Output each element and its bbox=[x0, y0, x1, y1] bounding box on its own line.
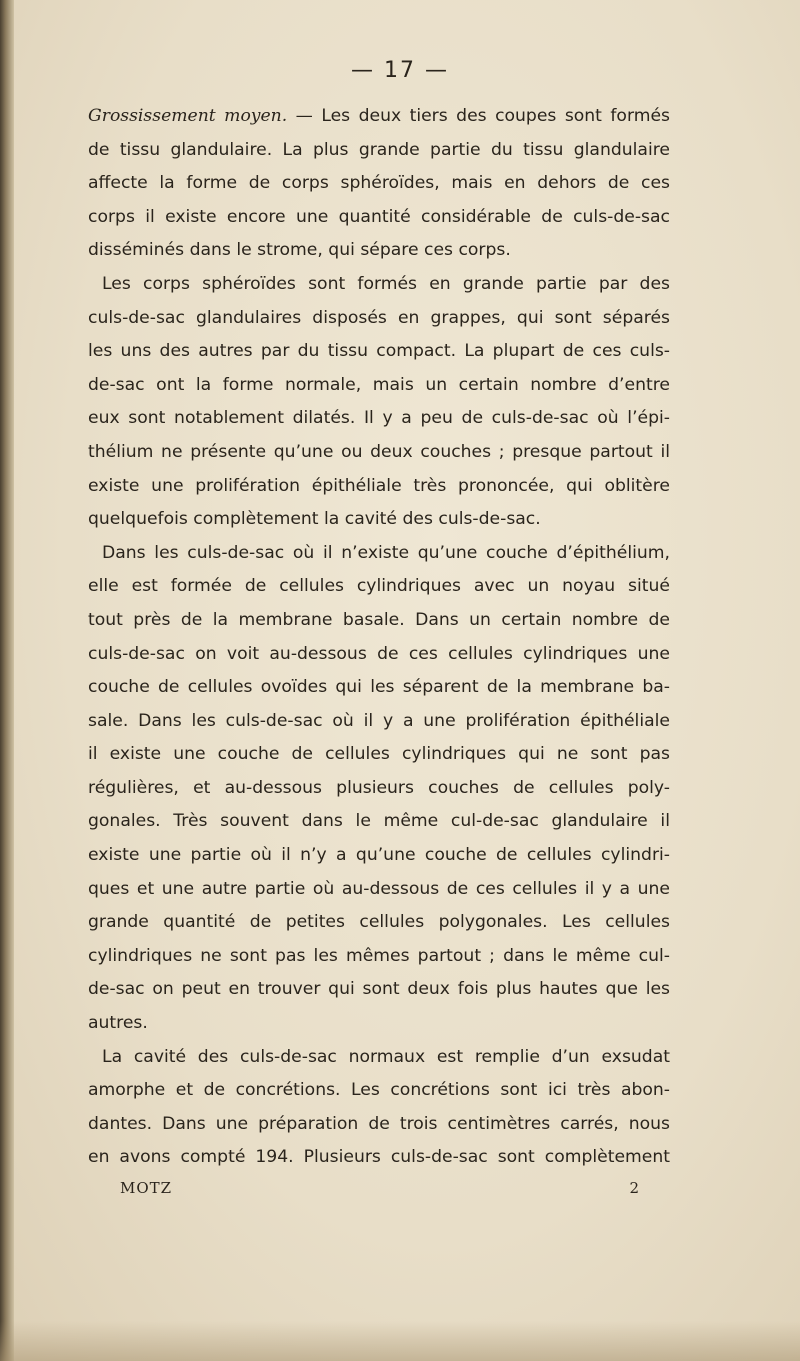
section-heading: Grossissement moyen. bbox=[88, 106, 288, 126]
text-line: existe une prolifération épithéliale très prononcée, qui oblitère bbox=[88, 475, 670, 496]
text-line: eux sont notablement dilatés. Il y a peu de culs-de-sac où l’épi- bbox=[88, 408, 670, 429]
page-binding-edge bbox=[0, 0, 14, 1361]
printer-signature: MOTZ bbox=[120, 1179, 173, 1198]
text-line: Grossissement moyen. — Les deux tiers des coupes sont formés bbox=[88, 106, 670, 126]
text-line: régulières, et au-dessous plusieurs couches de cellules poly- bbox=[88, 777, 670, 798]
text-line: disséminés dans le strome, qui sépare ces corps. bbox=[88, 240, 511, 261]
text-line: les uns des autres par du tissu compact. La plupart de ces culs- bbox=[88, 341, 670, 362]
text-line: quelquefois complètement la cavité des culs-de-sac. bbox=[88, 509, 541, 530]
text-line: corps il existe encore une quantité considérable de culs-de-sac bbox=[88, 206, 670, 227]
text-line: amorphe et de concrétions. Les concrétions sont ici très abon- bbox=[88, 1080, 670, 1101]
text-line: ques et une autre partie où au-dessous de ces cellules il y a une bbox=[88, 878, 670, 899]
text-line: gonales. Très souvent dans le même cul-de-sac glandulaire il bbox=[88, 811, 670, 832]
text-line: de-sac on peut en trouver qui sont deux fois plus hautes que les bbox=[88, 979, 670, 1000]
text-line: de-sac ont la forme normale, mais un certain nombre d’entre bbox=[88, 374, 670, 395]
page-bottom-shadow bbox=[0, 1321, 800, 1361]
text-line: sale. Dans les culs-de-sac où il y a une prolifération épithéliale bbox=[88, 710, 670, 731]
text-line: existe une partie où il n’y a qu’une couche de cellules cylindri- bbox=[88, 845, 670, 866]
text-line: en avons compté 194. Plusieurs culs-de-sac sont complètement bbox=[88, 1147, 670, 1168]
text-line: il existe une couche de cellules cylindriques qui ne sont pas bbox=[88, 744, 670, 765]
page-footer bbox=[120, 1179, 640, 1197]
text-line: cylindriques ne sont pas les mêmes partout ; dans le même cul- bbox=[88, 945, 670, 966]
text-line: affecte la forme de corps sphéroïdes, mais en dehors de ces bbox=[88, 173, 670, 194]
text-line: culs-de-sac on voit au-dessous de ces cellules cylindriques une bbox=[88, 643, 670, 664]
text-line: Dans les culs-de-sac où il n’existe qu’une couche d’épithélium, bbox=[102, 542, 670, 563]
body-text bbox=[88, 100, 670, 1175]
text-line: elle est formée de cellules cylindriques avec un noyau situé bbox=[88, 576, 670, 597]
signature-number: 2 bbox=[629, 1179, 640, 1198]
text-line: thélium ne présente qu’une ou deux couches ; presque partout il bbox=[88, 441, 670, 462]
text-line: autres. bbox=[88, 1013, 148, 1034]
text-line: dantes. Dans une préparation de trois centimètres carrés, nous bbox=[88, 1113, 670, 1134]
text-line: de tissu glandulaire. La plus grande partie du tissu glandulaire bbox=[88, 139, 670, 160]
text-line: Les corps sphéroïdes sont formés en grande partie par des bbox=[102, 273, 670, 294]
text-line: couche de cellules ovoïdes qui les séparent de la membrane ba- bbox=[88, 677, 670, 698]
page-number: — 17 — bbox=[351, 58, 449, 83]
text-line: grande quantité de petites cellules polygonales. Les cellules bbox=[88, 912, 670, 933]
text-line: tout près de la membrane basale. Dans un certain nombre de bbox=[88, 609, 670, 630]
text-line: culs-de-sac glandulaires disposés en grappes, qui sont séparés bbox=[88, 307, 670, 328]
text-line: La cavité des culs-de-sac normaux est remplie d’un exsudat bbox=[102, 1046, 670, 1067]
